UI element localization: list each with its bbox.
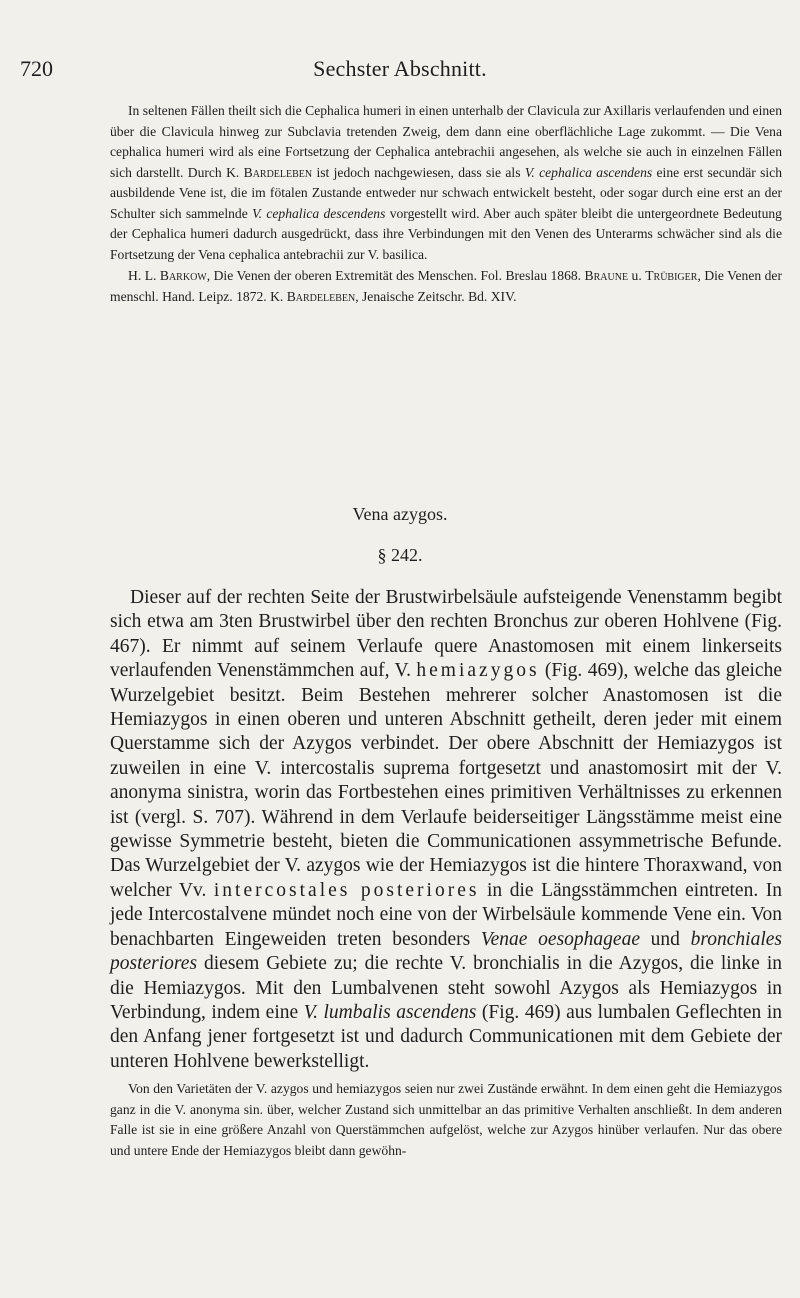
italic-term: V. cephalica descendens [252, 205, 386, 221]
author-name: Trübiger [645, 268, 698, 283]
paragraph-cephalica-note: In seltenen Fällen theilt sich die Cephalica humeri in einen unterhalb der Clavicula zur Axillaris verlaufenden und einen über die Clavicula hinweg zur Subclavia tretenden Zweig, dem dann eine oberflächliche Lage zukommt. — Die Vena cephalica humeri wird als eine Fortsetzung der Cephalica antebrachii angesehen, als welche sie auch in einzelnen Fällen sich darstellt. Durch K. Bardeleben ist jedoch nachgewiesen, dass sie als V. cephalica ascendens eine erst secundär sich ausbildende Vene ist, die im fötalen Zustande entweder nur schwach entwickelt besteht, oder sogar durch eine erst an der Schulter sich sammelnde V. cephalica descendens vorgestellt wird. Aber auch später bleibt die untergeordnete Bedeutung der Cephalica humeri dadurch ausgedrückt, dass ihre Verbindungen mit den Venen des Unterarms schwächer sind als die Fortsetzung der Vena cephalica antebrachii zur V. basilica. [110, 103, 782, 262]
section-heading: Vena azygos. [352, 504, 448, 524]
author-name: Braune [584, 268, 629, 283]
author-name: Barkow [159, 268, 207, 283]
italic-term: V. lumbalis ascendens [303, 1001, 477, 1023]
paragraph-references: H. L. Barkow, Die Venen der oberen Extremität des Menschen. Fol. Breslau 1868. Braune u. Trübiger, Die Venen der menschl. Hand. Leipz. 1872. K. Bardeleben, Jenaische Zeitschr. Bd. XIV. [110, 268, 782, 304]
section-number: § 242. [377, 545, 423, 565]
page-number: 720 [20, 56, 53, 81]
running-title: Sechster Abschnitt. [313, 56, 487, 81]
italic-term: bronchiales posteriores [110, 928, 782, 975]
author-name: Bardeleben [243, 164, 313, 180]
author-name: Bardeleben [286, 288, 356, 304]
spaced-term: hemiazygos [416, 660, 540, 682]
page-header [0, 56, 800, 84]
italic-term: Venae oesophageae [480, 928, 640, 950]
spaced-term: intercostales posteriores [213, 879, 480, 901]
paragraph-main: Dieser auf der rechten Seite der Brustwirbelsäule aufsteigende Venenstamm begibt sich etwa am 3ten Brustwirbel über den rechten Bronchus zur oberen Hohlvene (Fig. 467). Er nimmt auf seinem Verlaufe quere Anastomosen mit einem linkerseits verlaufenden Venenstämmchen auf, V. hemiazygos (Fig. 469), welche das gleiche Wurzelgebiet besitzt. Beim Bestehen mehrerer solcher Anastomosen ist die Hemiazygos in einen oberen und unteren Abschnitt getheilt, deren jeder mit einem Querstamme sich der Azygos verbindet. Der obere Abschnitt der Hemiazygos ist zuweilen in eine V. intercostalis suprema fortgesetzt und anastomosirt mit der V. anonyma sinistra, worin das Fortbestehen eines primitiven Verhältnisses zu erkennen ist (vergl. S. 707). Während in dem Verlaufe beiderseitiger Längsstämme meist eine gewisse Symmetrie besteht, bieten die Communicationen assymmetrische Befunde. Das Wurzelgebiet der V. azygos wie der Hemiazygos ist die hintere Thoraxwand, von welcher Vv. intercostales posteriores in die Längsstämmchen eintreten. In jede Intercostalvene mündet noch eine von der Wirbelsäule kommende Vene ein. Von benachbarten Eingeweiden treten besonders Venae oesophageae und bronchiales posteriores diesem Gebiete zu; die rechte V. bronchialis in die Azygos, die linke in die Hemiazygos. Mit den Lumbalvenen steht sowohl Azygos als Hemiazygos in Verbindung, indem eine V. lumbalis ascendens (Fig. 469) aus lumbalen Geflechten in den Anfang jener fortgesetzt ist und dadurch Communicationen mit dem Gebiete der unteren Hohlvene bewerkstelligt. [110, 587, 782, 1072]
paragraph-varieties: Von den Varietäten der V. azygos und hemiazygos seien nur zwei Zustände erwähnt. In dem einen geht die Hemiazygos ganz in die V. anonyma sin. über, welcher Zustand sich unmittelbar an das primitive Verhalten anschließt. In dem anderen Falle ist sie in eine größere Anzahl von Querstämmchen aufgelöst, welche zur Azygos hinüber verlaufen. Nur das obere und untere Ende der Hemiazygos bleibt dann gewöhn- [110, 1081, 782, 1158]
italic-term: V. cephalica ascendens [524, 164, 653, 180]
